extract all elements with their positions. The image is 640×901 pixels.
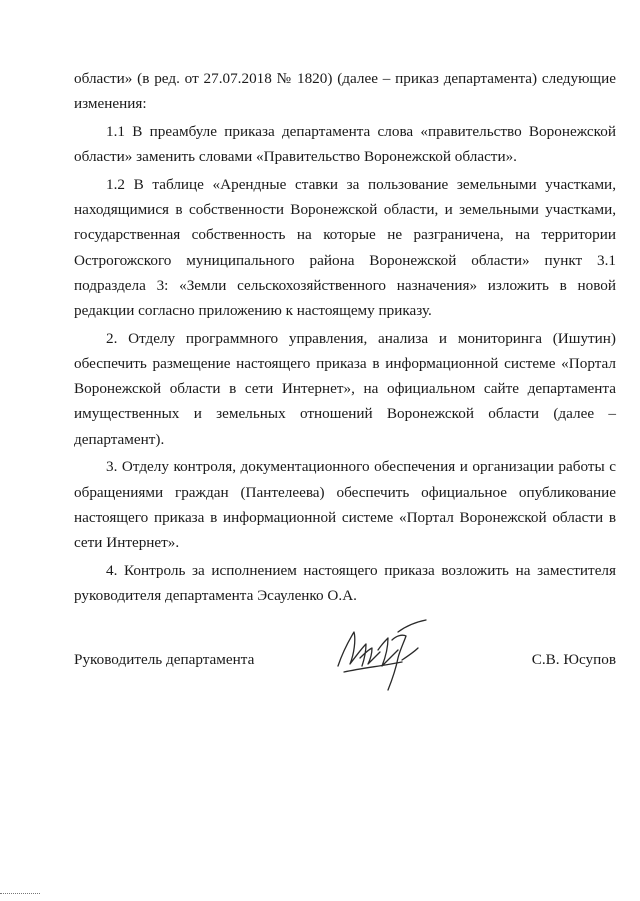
document-body	[74, 66, 616, 611]
position-title: Руководитель департамента	[74, 651, 255, 668]
paragraph-item-3: 3. Отделу контроля, документационного обеспечения и организации работы с обращениями граждан (Пантелеева) обеспечить официальное опубликование настоящего приказа в информационной системе «Портал Воронежской области в сети Интернет».	[74, 458, 616, 552]
paragraph-item-1-1: 1.1 В преамбуле приказа департамента слова «правительство Воронежской области» заменить словами «Правительство Воронежской области».	[74, 123, 616, 166]
paragraph-continuation: области» (в ред. от 27.07.2018 № 1820) (далее – приказ департамента) следующие изменения:	[74, 70, 616, 113]
paragraph-item-4: 4. Контроль за исполнением настоящего приказа возложить на заместителя руководителя департамента Эсауленко О.А.	[74, 561, 616, 605]
signer-name: С.В. Юсупов	[531, 651, 616, 668]
paragraph-item-1-2: 1.2 В таблице «Арендные ставки за пользование земельными участками, находящимися в собственности Воронежской области, и земельными участками, государственная собственность на которые не разграничена, на территории Острогожского муниципального района Воронежской области» пункт 3.1 подраздела 3: «Земли сельскохозяйственного назначения» изложить в новой редакции согласно приложению к настоящему приказу.	[74, 176, 616, 320]
scan-edge-mark	[0, 893, 40, 896]
paragraph-item-2: 2. Отделу программного управления, анализа и мониторинга (Ишутин) обеспечить размещение настоящего приказа в информационной системе «Портал Воронежской области в сети Интернет», на официальном сайте департамента имущественных и земельных отношений Воронежской области (далее – департамент).	[74, 329, 616, 448]
handwritten-signature	[332, 610, 436, 694]
